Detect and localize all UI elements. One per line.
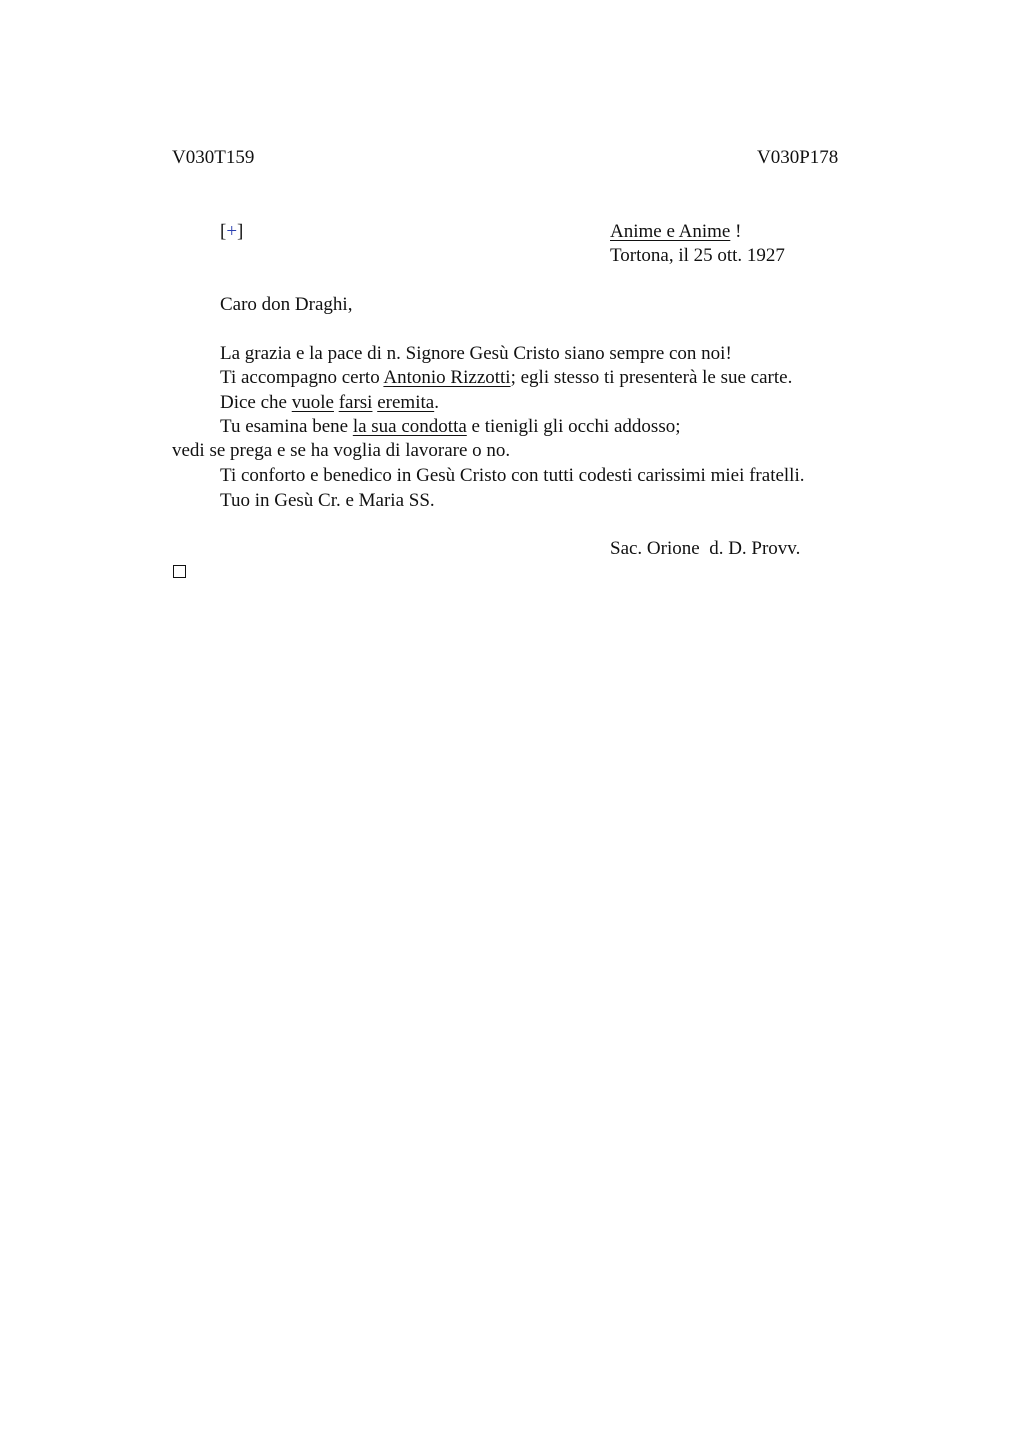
underlined-word-eremita: eremita bbox=[377, 392, 435, 413]
body-line-5: vedi se prega e se ha voglia di lavorare o no. bbox=[172, 440, 511, 461]
motto bbox=[610, 220, 741, 244]
body-line-3 bbox=[220, 391, 439, 415]
signature: Sac. Orione d. D. Provv. bbox=[610, 538, 801, 559]
closing-line: Tuo in Gesù Cr. e Maria SS. bbox=[220, 490, 435, 511]
line-4-text-b: e tienigli gli occhi addosso; bbox=[466, 416, 681, 437]
line-3-period: . bbox=[434, 392, 439, 413]
body-line-6: Ti conforto e benedico in Gesù Cristo con tutti codesti carissimi miei fratelli. bbox=[220, 465, 805, 486]
line-4-text-a: Tu esamina bene bbox=[220, 416, 353, 437]
volume-code-right: V030P178 bbox=[757, 147, 839, 168]
cross-marker bbox=[220, 220, 243, 244]
person-name: Antonio Rizzotti bbox=[383, 367, 511, 388]
volume-code-left: V030T159 bbox=[172, 147, 255, 168]
cross-bracket-close: ] bbox=[237, 221, 244, 242]
cross-bracket-open: [ bbox=[220, 221, 227, 242]
salutation: Caro don Draghi, bbox=[220, 294, 353, 315]
underlined-phrase-condotta: la sua condotta bbox=[352, 416, 467, 437]
motto-suffix: ! bbox=[730, 221, 742, 242]
motto-text: Anime e Anime bbox=[610, 221, 731, 242]
cross-icon: + bbox=[226, 221, 238, 242]
line-2-text-b: ; egli stesso ti presenterà le sue carte. bbox=[510, 367, 793, 388]
body-line-4 bbox=[220, 415, 681, 439]
underlined-word-vuole: vuole bbox=[291, 392, 334, 413]
square-outline-icon bbox=[173, 565, 186, 578]
line-3-text-a: Dice che bbox=[220, 392, 292, 413]
place-date: Tortona, il 25 ott. 1927 bbox=[610, 245, 785, 266]
body-line-1: La grazia e la pace di n. Signore Gesù Cristo siano sempre con noi! bbox=[220, 343, 732, 364]
underlined-word-farsi: farsi bbox=[338, 392, 373, 413]
body-line-2 bbox=[220, 366, 792, 390]
line-2-text-a: Ti accompagno certo bbox=[220, 367, 384, 388]
